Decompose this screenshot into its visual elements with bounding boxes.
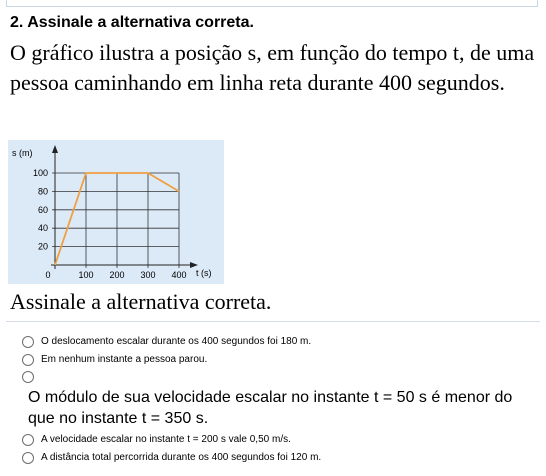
y-axis-arrow-icon: [52, 145, 58, 153]
x-tick-label: 400: [171, 270, 187, 280]
y-tick-label: 60: [37, 204, 48, 215]
y-tick-label: 80: [37, 186, 48, 197]
option-4[interactable]: [22, 434, 291, 446]
x-tick-label: 200: [109, 270, 125, 280]
option-5[interactable]: [22, 452, 321, 464]
position-time-chart: [8, 140, 224, 284]
y-axis-label: s (m): [12, 148, 33, 158]
radio-button[interactable]: [22, 452, 34, 464]
x-tick-label: 300: [140, 270, 156, 280]
radio-button[interactable]: [22, 371, 34, 383]
previous-panel-edge: [6, 0, 538, 7]
question-title: 2. Assinale a alternativa correta.: [10, 14, 254, 31]
radio-button[interactable]: [22, 336, 34, 348]
y-tick-label: 20: [37, 241, 48, 252]
option-label: O deslocamento escalar durante os 400 segundos foi 180 m.: [41, 336, 312, 347]
options-divider: [6, 321, 540, 322]
x-tick-label: 100: [78, 270, 94, 280]
x-tick-label: 0: [45, 270, 51, 280]
radio-button[interactable]: [22, 354, 34, 366]
y-tick-label: 100: [32, 168, 48, 178]
chart-svg: [8, 140, 224, 284]
option-3-label: O módulo de sua velocidade escalar no instante t = 50 s é menor do que no instante t = 350 s.: [28, 389, 513, 427]
option-label: Em nenhum instante a pessoa parou.: [41, 354, 208, 365]
option-label: A distância total percorrida durante os 400 segundos foi 120 m.: [41, 452, 322, 463]
option-1[interactable]: [22, 336, 311, 348]
option-label: A velocidade escalar no instante t = 200 s vale 0,50 m/s.: [41, 434, 291, 445]
y-tick-label: 40: [37, 223, 48, 234]
option-3[interactable]: [22, 371, 34, 383]
question-prompt: Assinale a alternativa correta.: [10, 289, 272, 314]
x-axis-label: t (s): [196, 268, 212, 278]
radio-button[interactable]: [22, 434, 34, 446]
option-2[interactable]: [22, 354, 207, 366]
question-statement: O gráfico ilustra a posição s, em função do tempo t, de uma pessoa caminhando em linha reta durante 400 segundos.: [10, 40, 535, 95]
